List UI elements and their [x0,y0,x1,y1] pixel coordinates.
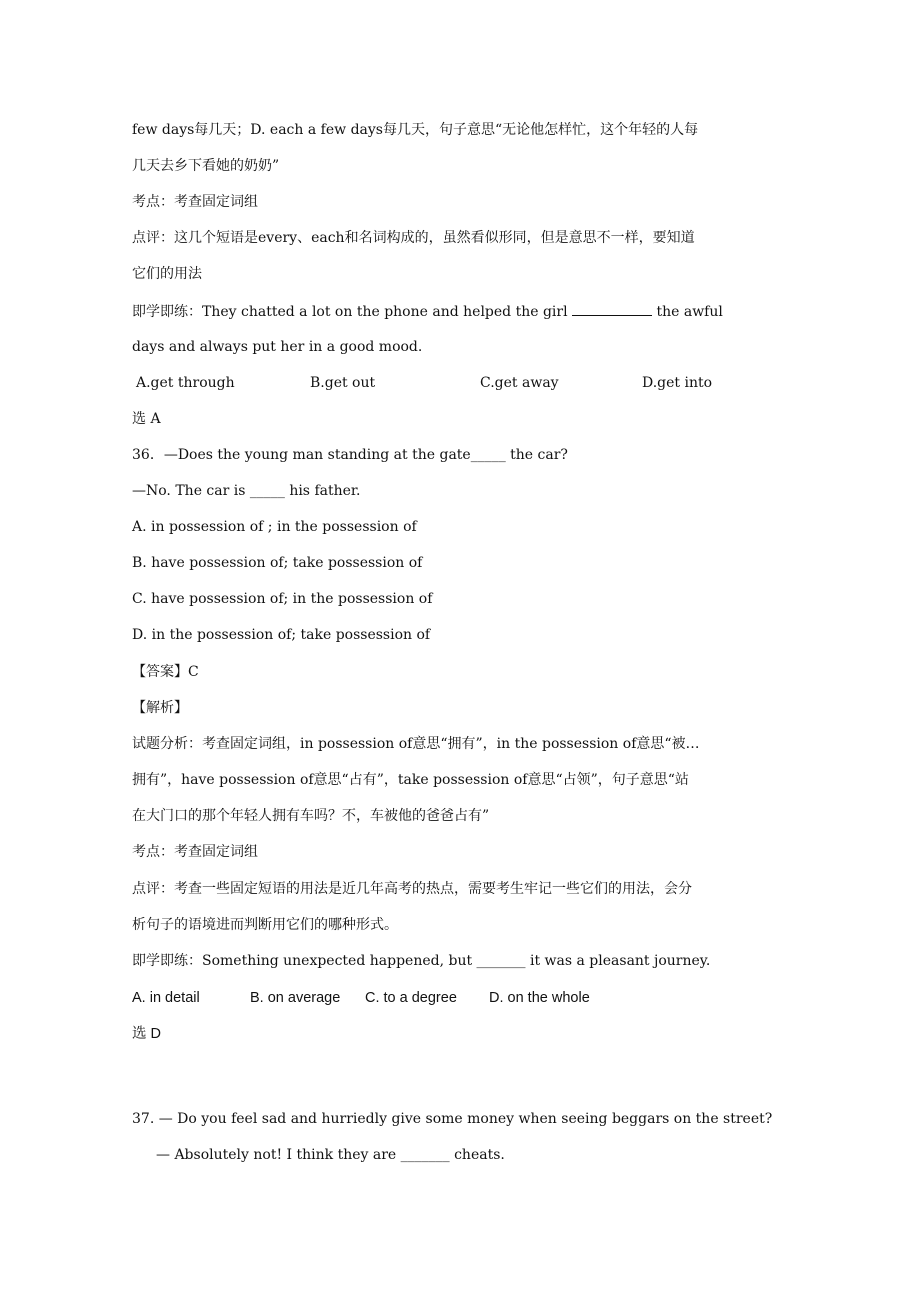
selected-answer: 选 D [132,1026,161,1042]
question-36-option-a: A. in possession of ; in the possession of [132,519,417,535]
question-36-option-b: B. have possession of; take possession of [132,555,423,571]
answer-heading: 【答案】C [132,664,199,680]
practice-options [136,373,776,393]
practice-options-2 [132,987,652,1009]
selected-answer: 选 A [132,411,161,427]
comment-line: 点评：这几个短语是every、each和名词构成的，虽然看似形同，但是意思不一样，要知道 [132,230,695,246]
comment-line: 析句子的语境进而判断用它们的哪种形式。 [132,917,398,933]
analysis-heading: 【解析】 [132,700,188,716]
analysis-line: 试题分析：考查固定词组，in possession of意思“拥有”，in the possession of意思“被… [132,736,700,752]
practice-text: 即学即练：They chatted a lot on the phone and helped the girl [132,304,573,320]
question-36-option-d: D. in the possession of; take possession of [132,627,431,643]
analysis-line: 在大门口的那个年轻人拥有车吗？不，车被他的爸爸占有” [132,808,490,824]
question-36: 36．—Does the young man standing at the gate_____ the car? [132,447,568,463]
practice-line: 即学即练：Something unexpected happened, but _______ it was a pleasant journey. [132,953,711,969]
explanation-line: 几天去乡下看她的奶奶” [132,158,280,174]
explanation-line: few days每几天；D. each a few days每几天，句子意思“无论他怎样忙，这个年轻的人每 [132,122,699,138]
comment-line: 它们的用法 [132,266,202,282]
option-a: A. in detail [132,990,200,1006]
question-37-reply: — Absolutely not! I think they are _______ cheats. [156,1147,505,1163]
answer-blank [572,301,652,316]
question-37: 37. — Do you feel sad and hurriedly give some money when seeing beggars on the street? [132,1111,773,1127]
option-b: B.get out [310,375,376,391]
test-point-line: 考点：考查固定词组 [132,844,258,860]
option-c: C. to a degree [365,990,457,1006]
practice-line: days and always put her in a good mood. [132,339,423,355]
analysis-line: 拥有”，have possession of意思“占有”，take possession of意思“占领”，句子意思“站 [132,772,689,788]
question-36-option-c: C. have possession of; in the possession of [132,591,433,607]
practice-text-tail: the awful [652,304,723,320]
option-d: D.get into [642,375,713,391]
practice-line [132,301,723,321]
option-b: B. on average [250,990,341,1006]
comment-line: 点评：考查一些固定短语的用法是近几年高考的热点，需要考生牢记一些它们的用法，会分 [132,881,692,897]
option-d: D. on the whole [489,990,590,1006]
test-point-line: 考点：考查固定词组 [132,194,258,210]
option-c: C.get away [480,375,559,391]
option-a: A.get through [136,375,235,391]
question-36-reply: —No. The car is _____ his father. [132,483,361,499]
